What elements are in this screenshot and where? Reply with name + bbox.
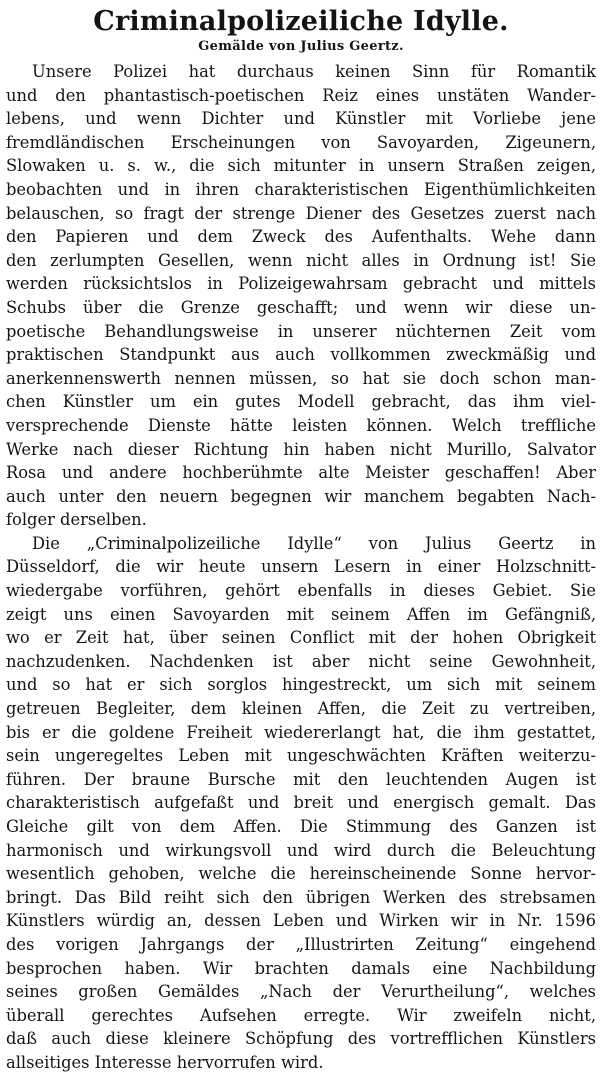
text-line: Düsseldorf, die wir heute unsern Lesern in einer Holzschnitt- [6,557,596,577]
text-line: lebens, und wenn Dichter und Künstler mit Vorliebe jene [6,109,596,129]
text-line: und den phantastisch-poetischen Reiz eines unstäten Wander- [6,85,596,105]
text-line: bringt. Das Bild reiht sich den übrigen Werken des strebsamen [6,887,596,907]
text-line: Unsere Polizei hat durchaus keinen Sinn für Romantik [32,62,596,81]
text-line: zeigt uns einen Savoyarden mit seinem Affen im Gefängniß, [6,604,596,624]
text-line: Werke nach dieser Richtung hin haben nicht Murillo, Salvator [6,439,596,459]
text-line: besprochen haben. Wir brachten damals eine Nachbildung [6,958,596,978]
text-line: fremdländischen Erscheinungen von Savoyarden, Zigeunern, [6,132,596,152]
text-line: folger derselben. [6,510,147,530]
text-line: Rosa und andere hochberühmte alte Meister geschaffen! Aber [6,463,596,483]
text-line: Künstlers würdig an, dessen Leben und Wirken wir in Nr. 1596 [6,911,596,931]
text-line: den zerlumpten Gesellen, wenn nicht alles in Ordnung ist! Sie [6,250,596,270]
text-line: werden rücksichtslos in Polizeigewahrsam gebracht und mittels [6,274,596,294]
text-line: den Papieren und dem Zweck des Aufenthalts. Wehe dann [6,227,596,247]
text-line: chen Künstler um ein gutes Modell gebracht, das ihm viel- [6,392,596,412]
text-line: harmonisch und wirkungsvoll und wird durch die Beleuchtung [6,840,596,860]
text-line: bis er die goldene Freiheit wiedererlangt hat, die ihm gestattet, [6,722,596,742]
text-line: Schubs über die Grenze geschafft; und wenn wir diese un- [6,297,596,317]
text-line: getreuen Begleiter, dem kleinen Affen, die Zeit zu vertreiben, [6,699,596,719]
text-line: belauschen, so fragt der strenge Diener des Gesetzes zuerst nach [6,203,596,223]
text-line: des vorigen Jahrgangs der „Illustrirten Zeitung“ eingehend [6,934,596,954]
text-line: poetische Behandlungsweise in unserer nüchternen Zeit vom [6,321,596,341]
text-line: Gleiche gilt von dem Affen. Die Stimmung des Ganzen ist [6,817,596,836]
article-title: Criminalpolizeiliche Idylle. [93,6,509,37]
paragraph-2 [6,532,596,1075]
text-line: beobachten und in ihren charakteristischen Eigenthümlichkeiten [6,179,596,199]
text-line: und so hat er sich sorglos hingestreckt, um sich mit seinem [6,675,596,695]
text-line: charakteristisch aufgefaßt und breit und energisch gemalt. Das [6,793,596,813]
text-line: überall gerechtes Aufsehen erregte. Wir zweifeln nicht, [6,1005,596,1025]
text-line: versprechende Dienste hätte leisten können. Welch treffliche [6,415,596,435]
text-line: Slowaken u. s. w., die sich mitunter in unsern Straßen zeigen, [6,156,596,176]
text-line: seines großen Gemäldes „Nach der Verurtheilung“, welches [6,982,596,1002]
text-line: auch unter den neuern begegnen wir manchem begabten Nach- [6,486,596,506]
text-line: allseitiges Interesse hervorrufen wird. [6,1052,324,1072]
article-subtitle: Gemälde von Julius Geertz. [198,39,404,54]
paragraph-1 [6,60,596,532]
text-line: führen. Der braune Bursche mit den leuchtenden Augen ist [6,769,596,789]
text-line: wo er Zeit hat, über seinen Conflict mit der hohen Obrigkeit [6,628,596,648]
text-line: nachzudenken. Nachdenken ist aber nicht seine Gewohnheit, [6,651,596,671]
text-line: wiedergabe vorführen, gehört ebenfalls in dieses Gebiet. Sie [6,581,596,601]
text-line: sein ungeregeltes Leben mit ungeschwächten Kräften weiterzu- [6,746,596,766]
text-line: Die „Criminalpolizeiliche Idylle“ von Julius Geertz in [32,533,596,553]
text-line: anerkennenswerth nennen müssen, so hat sie doch schon man- [6,368,596,388]
text-line: daß auch diese kleinere Schöpfung des vortrefflichen Künstlers [6,1029,596,1049]
text-line: praktischen Standpunkt aus auch vollkommen zweckmäßig und [6,345,596,365]
text-line: wesentlich gehoben, welche die hereinscheinende Sonne hervor- [6,864,596,884]
